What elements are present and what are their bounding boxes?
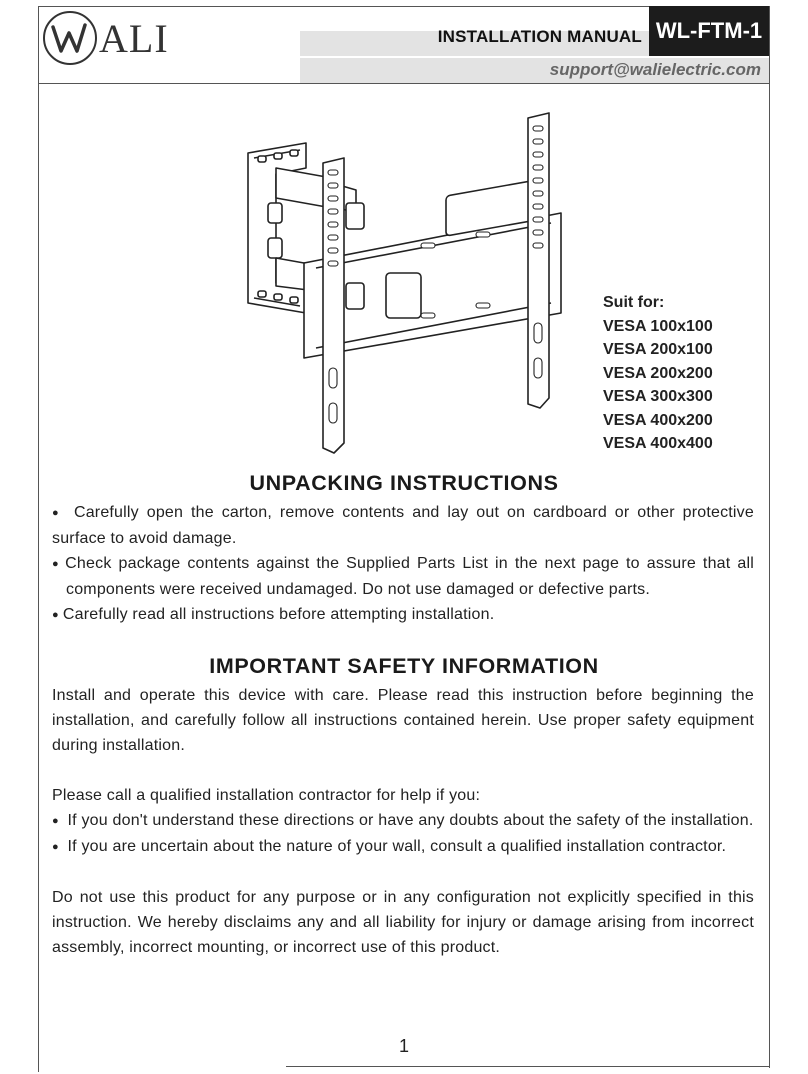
- safety-body: [52, 683, 754, 960]
- unpacking-list: [52, 500, 754, 628]
- vesa-item: VESA 400x200: [603, 411, 713, 429]
- bullet-dot-icon: ●: [52, 609, 59, 621]
- safety-intro: Install and operate this device with care. Please read this instruction before beginning the installation, and carefully follow all instructions contained herein. Use proper safety equipment during installation.: [52, 687, 754, 754]
- wali-logo-mark-icon: [43, 11, 97, 65]
- vesa-item: VESA 300x300: [603, 388, 713, 405]
- bullet-dot-icon: ●: [52, 558, 62, 570]
- tv-wall-mount-illustration: [236, 108, 576, 468]
- unpacking-title: UNPACKING INSTRUCTIONS: [249, 471, 559, 495]
- list-item: ● If you don't understand these directions or have any doubts about the safety of the installation.: [52, 812, 754, 829]
- vesa-item: VESA 200x100: [603, 341, 713, 358]
- vesa-item: VESA 200x200: [603, 364, 713, 382]
- header-divider: [38, 83, 770, 84]
- brand-logo: [43, 10, 169, 66]
- manual-label: INSTALLATION MANUAL: [437, 27, 642, 46]
- list-item: ● Carefully read all instructions before attempting installation.: [52, 606, 495, 623]
- page-frame-right: [769, 6, 770, 1068]
- bullet-dot-icon: ●: [52, 815, 59, 827]
- page-number: 1: [399, 1036, 410, 1056]
- safety-title: IMPORTANT SAFETY INFORMATION: [209, 654, 599, 678]
- call-contractor-line: Please call a qualified installation contractor for help if you:: [52, 787, 481, 804]
- vesa-compatibility-list: [603, 291, 713, 456]
- vesa-item: VESA 400x400: [603, 435, 713, 452]
- footer-divider: [286, 1066, 770, 1067]
- brand-name: ALI: [99, 15, 169, 61]
- page-frame-left: [38, 6, 39, 1072]
- suit-heading: Suit for:: [603, 294, 665, 311]
- list-item: ● If you are uncertain about the nature of your wall, consult a qualified installation contractor.: [52, 838, 727, 855]
- list-item: ● Carefully open the carton, remove contents and lay out on cardboard or other protective surface to avoid damage.: [52, 504, 754, 547]
- bullet-dot-icon: ●: [52, 507, 63, 519]
- bullet-dot-icon: ●: [52, 841, 59, 853]
- model-number: WL-FTM-1: [649, 6, 769, 56]
- vesa-item: VESA 100x100: [603, 317, 713, 335]
- list-item: ● Check package contents against the Supplied Parts List in the next page to assure that all components were received undamaged. Do not use damaged or defective parts.: [52, 555, 754, 598]
- support-email: support@walielectric.com: [549, 60, 761, 79]
- disclaimer: Do not use this product for any purpose or in any configuration not explicitly specified in this instruction. We hereby disclaims any and all liability for injury or damage arising from incorrect assembly, incorrect mounting, or incorrect use of this product.: [52, 889, 754, 956]
